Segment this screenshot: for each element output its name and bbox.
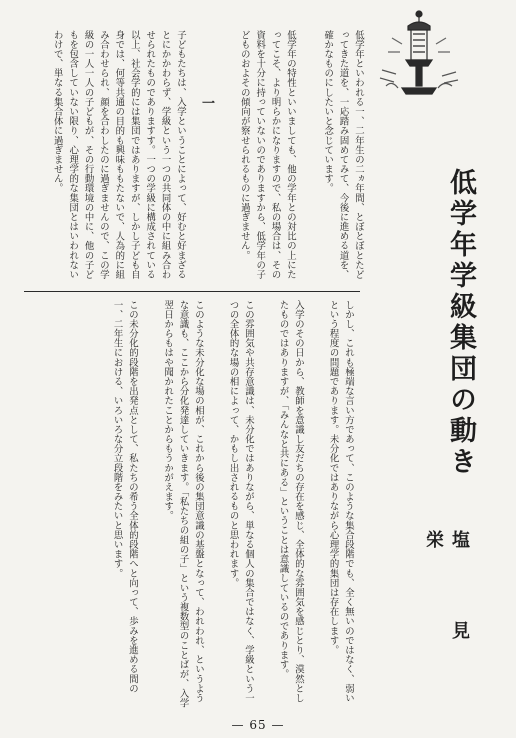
paragraph-e: この未分化的段階を出発点として、私たちの希う全体的段階へと向って、歩みを進める間の一、二年生における、いろいろな分立段階をみたいと思います。 xyxy=(111,300,138,694)
paragraph-a: しかし、これも極端な言い方であって、このような集合段階でも、全く無いのではなく、弱いという程度の問題であります。未分化ではありながら心理学的集団は存在します。 xyxy=(327,300,354,703)
paragraph-d: このような未分化な場の相が、これから後の集団意識の基盤となって、われわれ、というような意識も、ここから分化発達していきます。「私たちの組の子」という複数型のことばが、入学翌日からもはや聞かれたことからもうかがえます。 xyxy=(162,300,204,708)
article-title: 低学年学級集団の動き xyxy=(445,168,476,478)
column-divider xyxy=(24,291,360,292)
page-number: — 65 — xyxy=(231,718,285,732)
lantern-illustration xyxy=(372,8,466,100)
paragraph-c: この雰囲気や共存意識は、未分化ではありながら、単なる個人の集合ではなく、学級という一つの全体的な場の相によって、かもし出されるものと思われます。 xyxy=(227,300,254,703)
section-paragraph: 子どもたちは、入学ということによって、好むと好まざるとにかかわらず、学級という一つの共同体の中に組み合わせられたものでありますす。一つの学級に構成されている以上、社会学的には集団ではありますが、しかし子ども自身では、何等共通の目的も興味ももたないで、人為的に組み合わせられ、顔を合わしたのに過ぎませんので、この学級の一人一人の子どもが、その行動環境の中に、他の子どもを包含していない限り、心理学的な集団とはいわれないわけで、単なる集合体に過ぎません。 xyxy=(51,30,186,280)
research-paragraph: 低学年の特性といいましても、他の学年との対比の上にたってこそ、より明らかになりますので、私の場合は、その資料を十分に持っていないのでありますから、低学年の子どものおよその傾向が察せられるものに過ぎません。 xyxy=(238,30,296,280)
author-name: 塩 見 栄 xyxy=(423,530,470,665)
paragraph-b: 入学のその日から、教師を意識し友だちの存在を感じ、全体的な雰囲気を感じとり、漠然としたものではありますが、「みんなと共にある」ということは意識しているのであります。 xyxy=(277,300,304,703)
intro-paragraph: 低学年といわれる一、二年生の二ヵ年間、とぼとぼとたどってきた道を、一応踏み固めてみて、今後に進める道を、確かなものにしたいと念じています。 xyxy=(322,30,364,280)
section-mark: 一 xyxy=(199,96,214,109)
